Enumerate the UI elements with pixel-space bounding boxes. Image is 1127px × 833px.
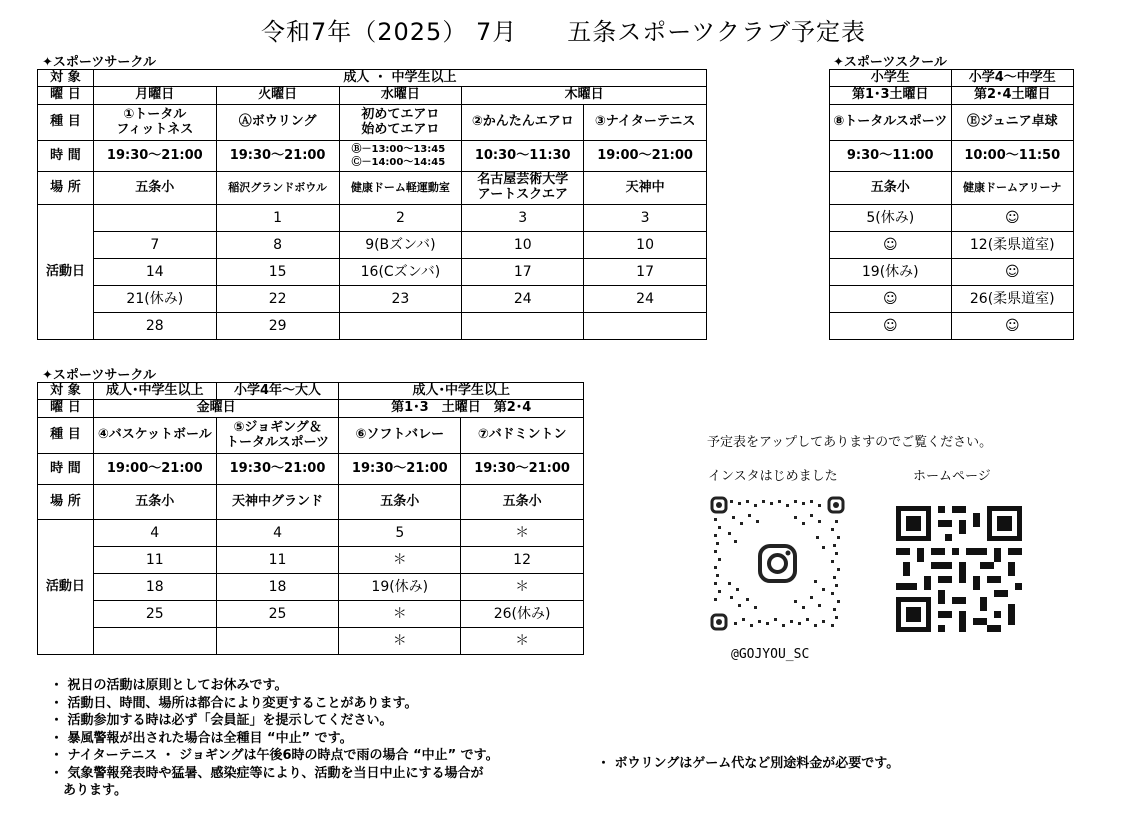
label-day: 曜 日 xyxy=(38,400,94,418)
day-cell: 第2･4土曜日 xyxy=(951,87,1074,105)
notes-list xyxy=(50,677,499,800)
label-activity: 活動日 xyxy=(38,205,94,340)
activity-cell: 22 xyxy=(216,286,339,313)
time-cell: 19:00～21:00 xyxy=(93,454,216,485)
activity-cell xyxy=(584,313,707,340)
activity-cell: 2 xyxy=(339,205,462,232)
activity-cell: 5(休み) xyxy=(830,205,952,232)
time-cell: 19:30～21:00 xyxy=(93,141,216,172)
activity-cell: 29 xyxy=(216,313,339,340)
day-mon: 月曜日 xyxy=(93,87,216,105)
day-cell: 第1･3土曜日 xyxy=(830,87,952,105)
time-cell: 19:30～21:00 xyxy=(461,454,584,485)
section-heading-circle-2: ✦スポーツサークル xyxy=(42,368,156,383)
target-cell: 小学生 xyxy=(830,70,952,87)
type-cell: ⑦バドミントン xyxy=(461,418,584,454)
place-cell: 稲沢グランドボウル xyxy=(216,172,339,205)
label-time: 時 間 xyxy=(38,141,94,172)
info-line: 予定表をアップしてありますのでご覧ください。 xyxy=(707,435,993,450)
type-cell: ⑥ソフトバレー xyxy=(339,418,461,454)
activity-cell: 11 xyxy=(216,547,339,574)
activity-cell xyxy=(93,628,216,655)
page-title: 令和7年（2025） 7月 五条スポーツクラブ予定表 xyxy=(260,18,867,46)
label-activity: 活動日 xyxy=(38,520,94,655)
instagram-qr-code[interactable] xyxy=(710,496,845,631)
place-cell: 健康ドーム軽運動室 xyxy=(339,172,462,205)
time-cell: 19:00～21:00 xyxy=(584,141,707,172)
activity-cell xyxy=(462,313,584,340)
activity-cell: ☺ xyxy=(951,205,1074,232)
activity-cell: 16(Cズンバ) xyxy=(339,259,462,286)
type-cell: ③ナイターテニス xyxy=(584,105,707,141)
note-item: あります。 xyxy=(50,783,127,798)
type-cell: 初めてエアロ 始めてエアロ xyxy=(339,105,462,141)
type-cell: Ⓔジュニア卓球 xyxy=(951,105,1074,141)
time-cell: 10:00～11:50 xyxy=(951,141,1074,172)
activity-cell xyxy=(339,313,462,340)
target-cell: 小学4～中学生 xyxy=(951,70,1074,87)
label-target: 対 象 xyxy=(38,70,94,87)
schedule-table-school xyxy=(829,69,1074,340)
activity-cell: 21(休み) xyxy=(93,286,216,313)
place-cell: 天神中グランド xyxy=(216,485,339,520)
time-cell: 19:30～21:00 xyxy=(339,454,461,485)
activity-cell: ☺ xyxy=(830,313,952,340)
activity-cell: 11 xyxy=(93,547,216,574)
activity-cell: 18 xyxy=(216,574,339,601)
activity-cell: 17 xyxy=(462,259,584,286)
time-cell: 9:30～11:00 xyxy=(830,141,952,172)
type-cell: ④バスケットボール xyxy=(93,418,216,454)
activity-cell: ＊ xyxy=(339,628,461,655)
label-place: 場 所 xyxy=(38,172,94,205)
time-cell: 10:30～11:30 xyxy=(462,141,584,172)
activity-cell: ☺ xyxy=(830,286,952,313)
activity-cell: 5 xyxy=(339,520,461,547)
schedule-table-circle-2 xyxy=(37,382,584,655)
activity-cell: 7 xyxy=(93,232,216,259)
place-cell: 名古屋芸術大学 アートスクエア xyxy=(462,172,584,205)
place-cell: 五条小 xyxy=(93,485,216,520)
activity-cell: 4 xyxy=(93,520,216,547)
place-cell: 五条小 xyxy=(93,172,216,205)
activity-cell: ＊ xyxy=(339,601,461,628)
activity-cell: 24 xyxy=(462,286,584,313)
type-cell: ⑤ジョギング＆ トータルスポーツ xyxy=(216,418,339,454)
label-day: 曜 日 xyxy=(38,87,94,105)
day-thu: 木曜日 xyxy=(462,87,707,105)
section-heading-circle: ✦スポーツサークル xyxy=(42,55,156,70)
day-wed: 水曜日 xyxy=(339,87,462,105)
section-heading-school: ✦スポーツスクール xyxy=(833,55,947,70)
note-item: ・ ナイターテニス ・ ジョギングは午後6時の時点で雨の場合 “中止” です。 xyxy=(50,748,499,763)
activity-cell: 19(休み) xyxy=(339,574,461,601)
type-cell: Ⓐボウリング xyxy=(216,105,339,141)
activity-cell: 8 xyxy=(216,232,339,259)
schedule-table-circle xyxy=(37,69,707,340)
label-type: 種 目 xyxy=(38,418,94,454)
activity-cell: 19(休み) xyxy=(830,259,952,286)
activity-cell: ☺ xyxy=(951,313,1074,340)
activity-cell: 12 xyxy=(461,547,584,574)
time-cell: Ⓑ－13:00～13:45 Ⓒ－14:00～14:45 xyxy=(339,141,462,172)
activity-cell: ＊ xyxy=(461,574,584,601)
time-cell: 19:30～21:00 xyxy=(216,454,339,485)
label-target: 対 象 xyxy=(38,383,94,400)
activity-cell: 10 xyxy=(584,232,707,259)
homepage-qr-code[interactable] xyxy=(896,506,1022,632)
label-type: 種 目 xyxy=(38,105,94,141)
instagram-label: インスタはじめました xyxy=(708,469,838,484)
activity-cell: 15 xyxy=(216,259,339,286)
activity-cell: 12(柔県道室) xyxy=(951,232,1074,259)
type-cell: ①トータル フィットネス xyxy=(93,105,216,141)
activity-cell: 24 xyxy=(584,286,707,313)
activity-cell: ＊ xyxy=(461,628,584,655)
label-place: 場 所 xyxy=(38,485,94,520)
activity-cell: 1 xyxy=(216,205,339,232)
target-cell: 成人･中学生以上 xyxy=(93,383,216,400)
instagram-handle: @GOJYOU_SC xyxy=(731,647,810,662)
activity-cell: 17 xyxy=(584,259,707,286)
place-cell: 五条小 xyxy=(461,485,584,520)
place-cell: 健康ドームアリーナ xyxy=(951,172,1074,205)
activity-cell: ☺ xyxy=(830,232,952,259)
activity-cell: 10 xyxy=(462,232,584,259)
activity-cell: ☺ xyxy=(951,259,1074,286)
activity-cell: 18 xyxy=(93,574,216,601)
activity-cell: 3 xyxy=(584,205,707,232)
activity-cell: 14 xyxy=(93,259,216,286)
activity-cell: 26(休み) xyxy=(461,601,584,628)
note-item: ・ 暴風警報が出された場合は全種目 “中止” です。 xyxy=(50,730,353,746)
activity-cell: 3 xyxy=(462,205,584,232)
activity-cell xyxy=(93,205,216,232)
label-time: 時 間 xyxy=(38,454,94,485)
activity-cell: 25 xyxy=(216,601,339,628)
day-tue: 火曜日 xyxy=(216,87,339,105)
time-cell: 19:30～21:00 xyxy=(216,141,339,172)
activity-cell: ＊ xyxy=(339,547,461,574)
note-item: ・ 祝日の活動は原則としてお休みです。 xyxy=(50,678,288,693)
activity-cell: ＊ xyxy=(461,520,584,547)
note-item: ・ 気象警報発表時や猛暑、感染症等により、活動を当日中止にする場合が xyxy=(50,765,484,781)
place-cell: 天神中 xyxy=(584,172,707,205)
activity-cell: 26(柔県道室) xyxy=(951,286,1074,313)
activity-cell: 25 xyxy=(93,601,216,628)
place-cell: 五条小 xyxy=(830,172,952,205)
place-cell: 五条小 xyxy=(339,485,461,520)
bowling-note: ・ ボウリングはゲーム代など別途料金が必要です。 xyxy=(597,756,900,771)
activity-cell: 9(Bズンバ) xyxy=(339,232,462,259)
activity-cell xyxy=(216,628,339,655)
day-cell: 金曜日 xyxy=(93,400,339,418)
activity-cell: 23 xyxy=(339,286,462,313)
homepage-label: ホームページ xyxy=(913,469,991,484)
type-cell: ②かんたんエアロ xyxy=(462,105,584,141)
note-item: ・ 活動参加する時は必ず「会員証」を提示してください。 xyxy=(50,713,393,728)
day-cell: 第1･3 土曜日 第2･4 xyxy=(339,400,584,418)
target-cell: 小学4年～大人 xyxy=(216,383,339,400)
type-cell: ⑧トータルスポーツ xyxy=(830,105,952,141)
activity-cell: 4 xyxy=(216,520,339,547)
activity-cell: 28 xyxy=(93,313,216,340)
target-cell: 成人･中学生以上 xyxy=(339,383,584,400)
note-item: ・ 活動日、時間、場所は都合により変更することがあります。 xyxy=(50,695,418,711)
target-cell: 成人 ・ 中学生以上 xyxy=(93,70,706,87)
